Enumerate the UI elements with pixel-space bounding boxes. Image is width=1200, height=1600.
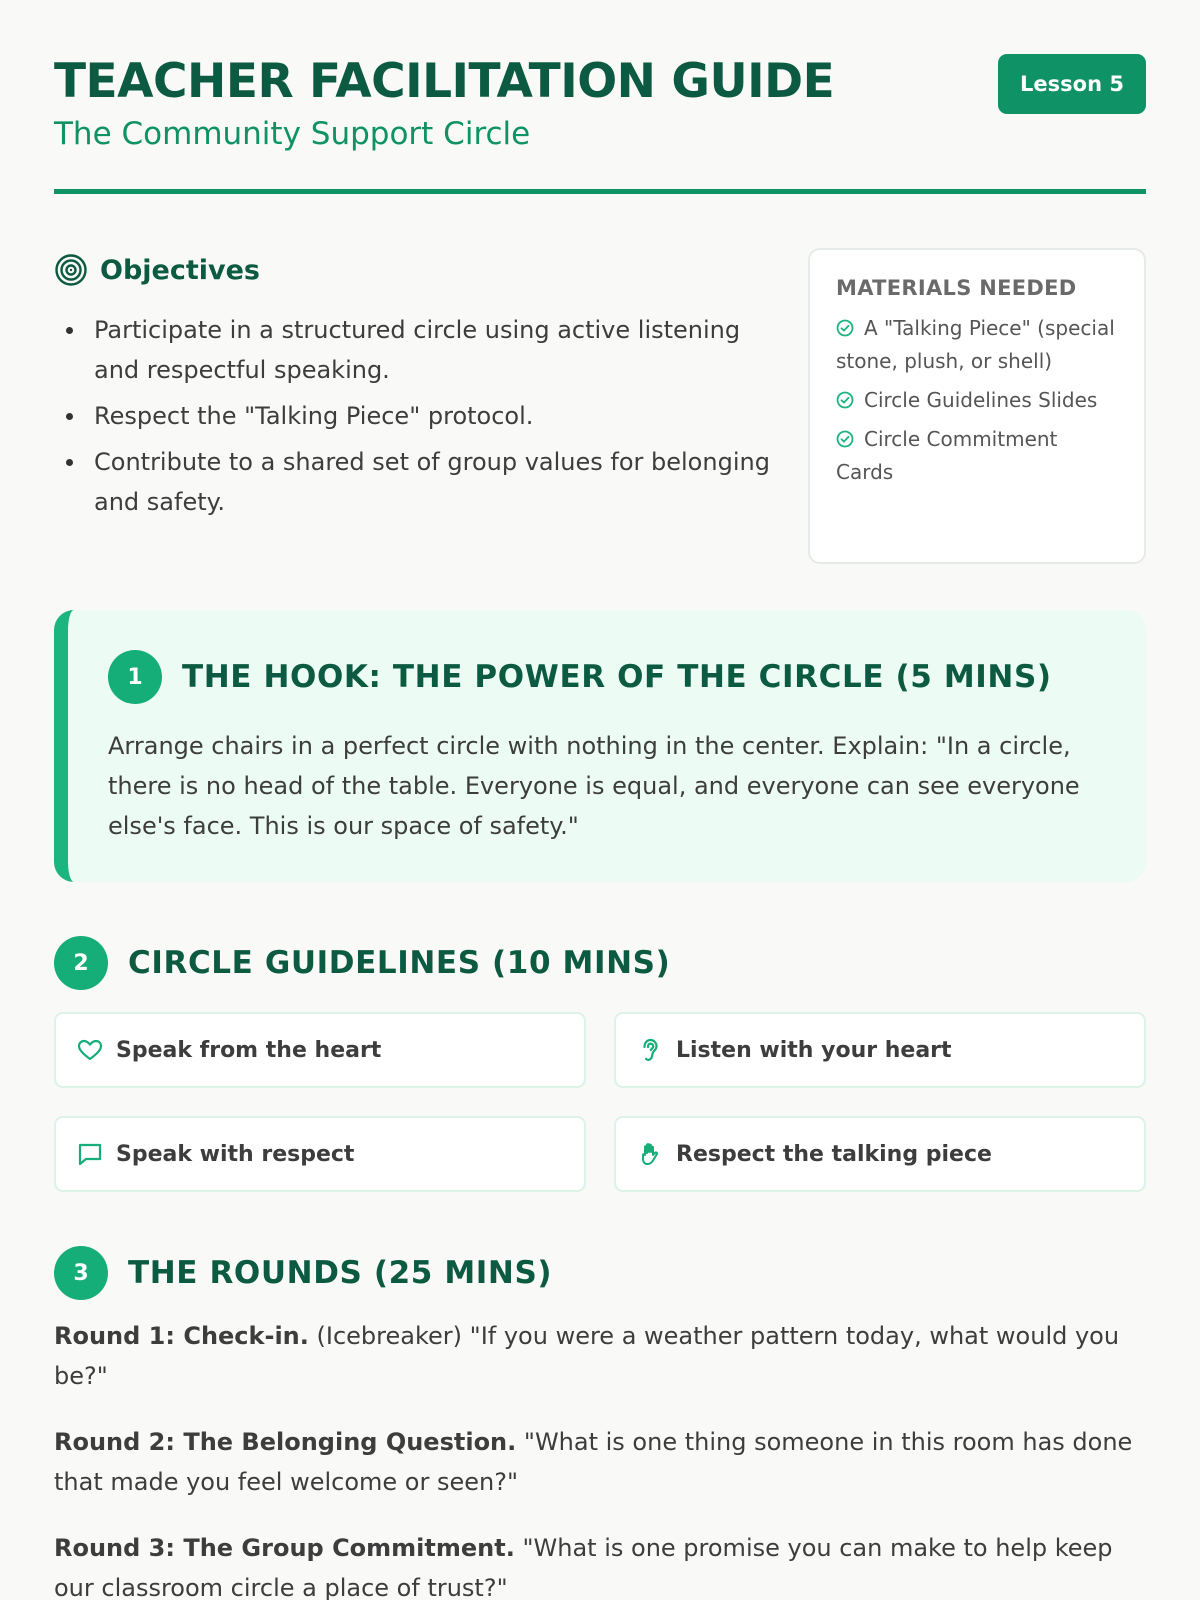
material-label: A "Talking Piece" (special stone, plush, or shell) [836,316,1115,373]
objectives-materials-row [54,194,1146,610]
lesson-badge: Lesson 5 [998,54,1146,114]
document-subtitle: The Community Support Circle [54,116,531,152]
section-heading [54,1246,1146,1300]
objective-item: Respect the "Talking Piece" protocol. [54,396,774,436]
ear-icon [636,1036,664,1064]
round-label: Round 2: The Belonging Question. [54,1428,517,1456]
round-text: "What is one thing someone in this room has done that made you feel welcome or seen?" [54,1428,1133,1496]
target-icon [54,253,88,287]
guideline-card [54,1012,586,1088]
guideline-label: Listen with your heart [676,1037,952,1063]
guidelines-section [54,936,1146,1192]
rounds-list [54,1316,1146,1600]
round-item [54,1528,1146,1600]
guideline-card [614,1116,1146,1192]
material-item [836,312,1118,378]
heart-icon [76,1036,104,1064]
material-label: Circle Commitment Cards [836,427,1058,484]
objectives-section [54,250,774,528]
hand-icon [636,1140,664,1168]
round-item [54,1316,1146,1396]
guidelines-grid [54,1012,1146,1192]
materials-title: MATERIALS NEEDED [836,276,1077,300]
round-item [54,1422,1146,1502]
step-number: 1 [108,650,162,704]
material-label: Circle Guidelines Slides [864,388,1098,412]
objective-item: Contribute to a shared set of group values for belonging and safety. [54,442,774,522]
guideline-label: Speak from the heart [116,1037,382,1063]
round-label: Round 3: The Group Commitment. [54,1534,515,1562]
rounds-section [54,1246,1146,1600]
section-title: CIRCLE GUIDELINES (10 MINS) [128,945,671,981]
section-title: THE HOOK: THE POWER OF THE CIRCLE (5 MINS) [182,659,1052,695]
materials-card [808,248,1146,564]
check-circle-icon [836,391,854,409]
guideline-label: Speak with respect [116,1141,355,1167]
hook-body: Arrange chairs in a perfect circle with nothing in the center. Explain: "In a circle, there is no head of the table. Everyone is equal, and everyone can see everyone else's face. This is our space of safety." [108,732,1080,840]
guideline-card [614,1012,1146,1088]
step-number: 3 [54,1246,108,1300]
document-title: TEACHER FACILITATION GUIDE [54,54,835,109]
objectives-title: Objectives [100,254,260,286]
header [54,0,1146,194]
material-item [836,384,1118,417]
guideline-card [54,1116,586,1192]
step-number: 2 [54,936,108,990]
guideline-label: Respect the talking piece [676,1141,992,1167]
check-circle-icon [836,319,854,337]
material-item [836,423,1118,489]
check-circle-icon [836,430,854,448]
section-heading [108,650,1106,704]
hook-section [54,610,1146,882]
round-text: "What is one promise you can make to help keep our classroom circle a place of trust?" [54,1534,1113,1600]
round-text: (Icebreaker) "If you were a weather pattern today, what would you be?" [54,1322,1120,1390]
objectives-heading [54,250,774,290]
round-label: Round 1: Check-in. [54,1322,309,1350]
section-title: THE ROUNDS (25 MINS) [128,1255,553,1291]
speech-bubble-icon [76,1140,104,1168]
objectives-list [54,310,774,522]
section-heading [54,936,1146,990]
objective-item: Participate in a structured circle using active listening and respectful speaking. [54,310,774,390]
